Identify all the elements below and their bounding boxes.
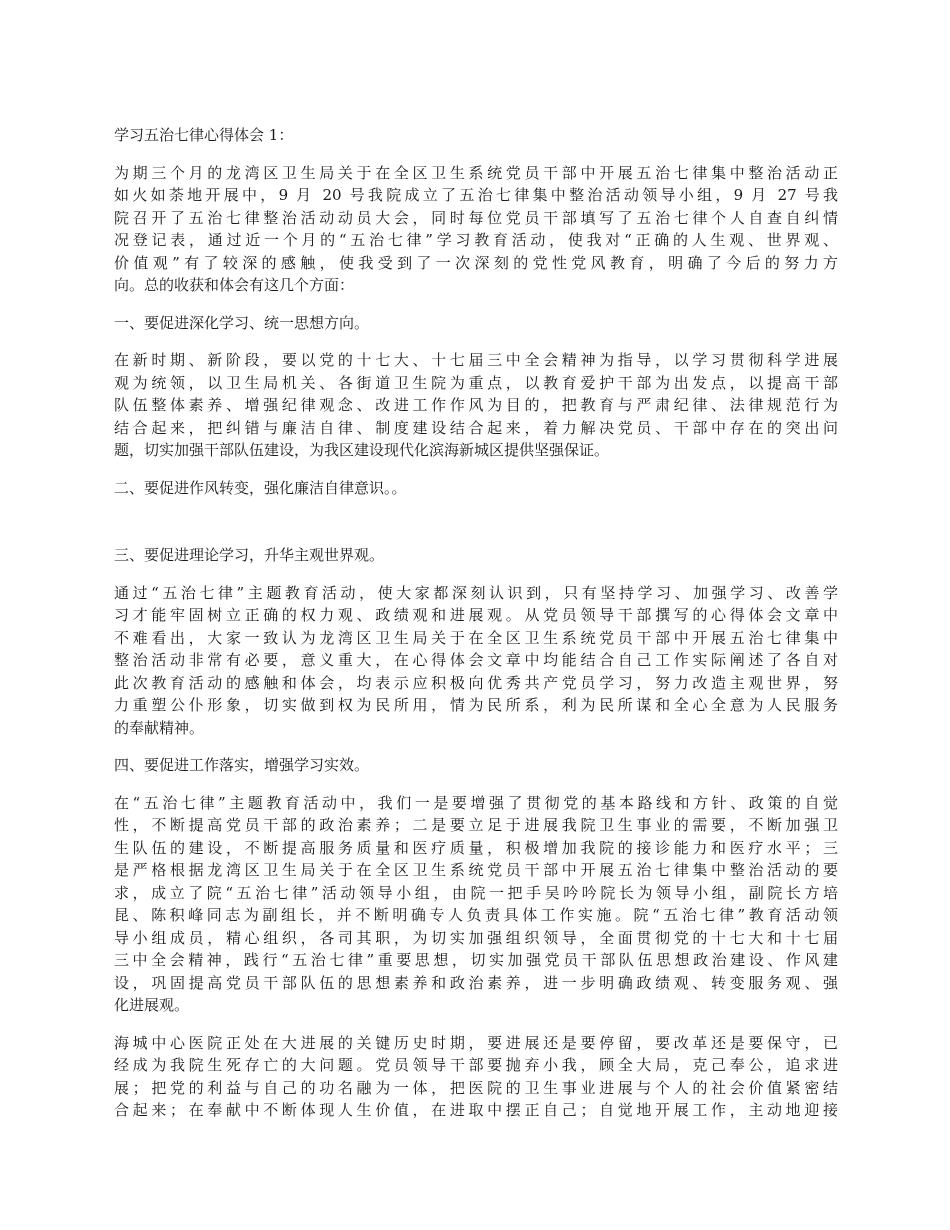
text-line: 不难看出，大家一致认为龙湾区卫生局关于在全区卫生系统党员干部中开展五治七律集中 — [114, 628, 838, 647]
text-line: 海城中心医院正处在大进展的关键历史时期，要进展还是要停留，要改革还是要保守，已 — [114, 1033, 838, 1052]
paragraph-section-4 — [114, 792, 838, 1017]
text-line: 习才能牢固树立正确的权力观、政绩观和进展观。从党员领导干部撰写的心得体会文章中 — [114, 606, 838, 624]
section-heading-4: 四、要促进工作落实，增强学习实效。 — [114, 756, 370, 774]
text-line: 为期三个月的龙湾区卫生局关于在全区卫生系统党员干部中开展五治七律集中整治活动正 — [114, 163, 838, 182]
section-heading-1: 一、要促进深化学习、统一思想方向。 — [114, 313, 370, 332]
text-line: 在“五治七律”主题教育活动中，我们一是要增强了贯彻党的基本路线和方针、政策的自觉 — [114, 793, 838, 812]
text-line: 通过“五治七律”主题教育活动，使大家都深刻认识到，只有坚持学习、加强学习、改善学 — [114, 583, 838, 602]
section-heading-2: 二、要促进作风转变，强化廉洁自律意识。。 — [114, 478, 407, 497]
text-line: 展；把党的利益与自己的功名融为一体，把医院的卫生事业进展与个人的社会价值紧密结 — [114, 1078, 838, 1097]
text-line: 此次教育活动的感触和体会，均表示应积极向优秀共产党员学习，努力改造主观世界，努 — [114, 673, 838, 692]
text-line: 在新时期、新阶段，要以党的十七大、十七届三中全会精神为指导，以学习贯彻科学进展 — [114, 351, 838, 369]
text-line: 力重塑公仆形象，切实做到权为民所用，情为民所系，利为民所谋和全心全意为人民服务 — [114, 696, 838, 714]
text-line: 昆、陈积峰同志为副组长，并不断明确专人负责具体工作实施。院“五治七律”教育活动领 — [114, 906, 838, 924]
document-title: 学习五治七律心得体会 1： — [114, 126, 294, 144]
text-line: 化进展观。 — [114, 996, 190, 1014]
blank-space — [114, 514, 838, 544]
text-line: 结合起来，把纠错与廉洁自律、制度建设结合起来，着力解决党员、干部中存在的突出问 — [114, 418, 838, 437]
text-line: 向。总的收获和体会有这几个方面： — [114, 276, 355, 294]
text-line: 合起来；在奉献中不断体现人生价值，在进取中摆正自己；自觉地开展工作，主动地迎接 — [114, 1101, 838, 1119]
text-line: 况登记表，通过近一个月的“五治七律”学习教育活动，使我对“正确的人生观、世界观、 — [114, 231, 838, 249]
section-heading-3: 三、要促进理论学习，升华主观世界观。 — [114, 546, 385, 564]
text-line: 导小组成员，精心组织，各司其职，为切实加强组织领导，全面贯彻党的十七大和十七届 — [114, 928, 838, 947]
text-line: 整治活动非常有必要，意义重大，在心得体会文章中均能结合自己工作实际阐述了各自对 — [114, 651, 838, 669]
text-line: 价值观”有了较深的感触，使我受到了一次深刻的党性党风教育，明确了今后的努力方 — [114, 253, 838, 272]
text-line: 性，不断提高党员干部的政治素养；二是要立足于进展我院卫生事业的需要，不断加强卫 — [114, 816, 838, 834]
document-page — [114, 124, 838, 1137]
text-line: 求，成立了院“五治七律”活动领导小组，由院一把手吴吟吟院长为领导小组，副院长方培 — [114, 883, 838, 902]
text-line: 的奉献精神。 — [114, 718, 205, 737]
text-line: 是严格根据龙湾区卫生局关于在全区卫生系统党员干部中开展五治七律集中整治活动的要 — [114, 861, 838, 879]
paragraph-section-1 — [114, 349, 838, 462]
text-line: 生队伍的建设，不断提高服务质量和医疗质量，积极增加我院的接诊能力和医疗水平；三 — [114, 838, 838, 857]
text-line: 三中全会精神，践行“五治七律”重要思想，切实加强党员干部队伍思想政治建设、作风建 — [114, 951, 838, 969]
paragraph-intro — [114, 162, 838, 297]
paragraph-hospital — [114, 1032, 838, 1122]
paragraph-section-3 — [114, 582, 838, 740]
text-line: 题，切实加强干部队伍建设，为我区建设现代化滨海新城区提供坚强保证。 — [114, 441, 610, 459]
text-line: 观为统领，以卫生局机关、各街道卫生院为重点，以教育爱护干部为出发点，以提高干部 — [114, 373, 838, 392]
text-line: 院召开了五治七律整治活动动员大会，同时每位党员干部填写了五治七律个人自查自纠情 — [114, 208, 838, 227]
text-line: 如火如荼地开展中，9 月 20 号我院成立了五治七律集中整治活动领导小组，9 月 27 号我 — [114, 186, 838, 204]
text-line: 经成为我院生死存亡的大问题。党员领导干部要抛弃小我，顾全大局，克己奉公，追求进 — [114, 1056, 838, 1074]
text-line: 设，巩固提高党员干部队伍的思想素养和政治素养，进一步明确政绩观、转变服务观、强 — [114, 973, 838, 992]
text-line: 队伍整体素养、增强纪律观念、改进工作作风为目的，把教育与严肃纪律、法律规范行为 — [114, 396, 838, 414]
